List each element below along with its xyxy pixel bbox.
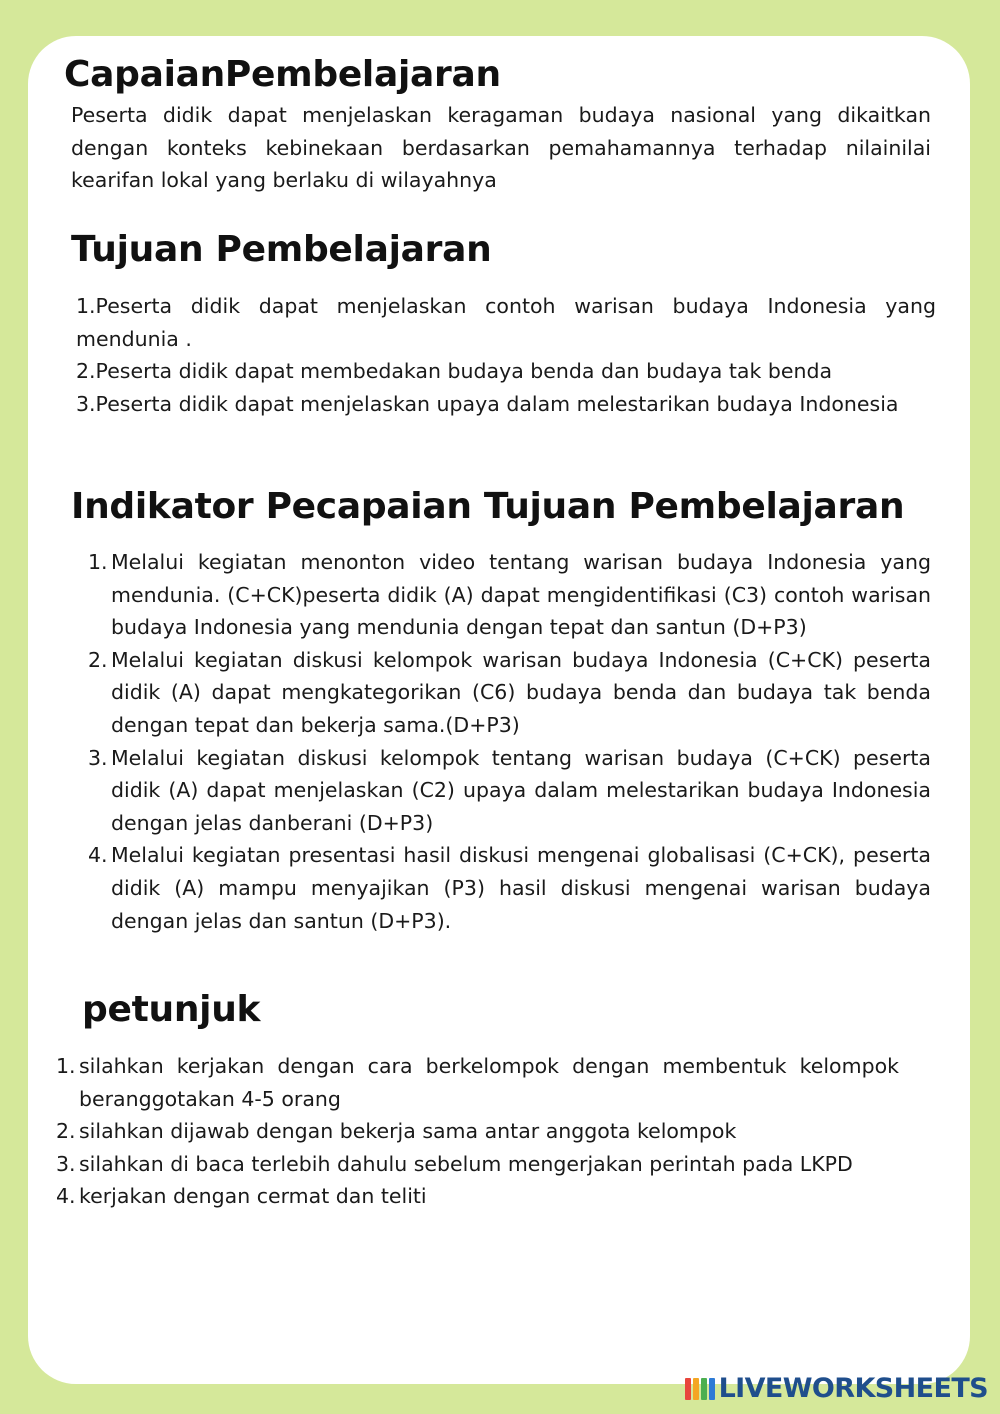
indikator-item [88, 644, 931, 742]
indikator-item [88, 546, 931, 644]
indikator-title: Indikator Pecapaian Tujuan Pembelajaran [71, 486, 905, 527]
list-number: 4. [88, 843, 108, 868]
tujuan-item: 3.Peserta didik dapat menjelaskan upaya dalam melestarikan budaya Indonesia [76, 391, 899, 416]
list-number: 3. [88, 745, 108, 770]
petunjuk-list [56, 1050, 899, 1213]
tujuan-list [76, 290, 936, 420]
list-text: kerjakan dengan cermat dan teliti [79, 1184, 427, 1209]
list-text: Melalui kegiatan presentasi hasil diskusi mengenai globalisasi (C+CK), peserta didik (A) mampu menyajikan (P3) hasil diskusi mengenai warisan budaya dengan jelas dan santun (D+P3). [111, 843, 931, 933]
list-number: 3. [56, 1151, 76, 1176]
liveworksheets-brand: LIVEWORKSHEETS [718, 1373, 988, 1404]
capaian-title: CapaianPembelajaran [64, 54, 501, 95]
indikator-item [88, 742, 931, 840]
list-number: 2. [56, 1119, 76, 1144]
tujuan-item: 1.Peserta didik dapat menjelaskan contoh warisan budaya Indonesia yang mendunia . [76, 294, 936, 351]
list-text: Melalui kegiatan diskusi kelompok warisan budaya Indonesia (C+CK) peserta didik (A) dapat mengkategorikan (C6) budaya benda dan budaya tak benda dengan tepat dan bekerja sama.(D+P3) [111, 647, 931, 737]
list-number: 1. [56, 1054, 76, 1078]
list-text: Melalui kegiatan diskusi kelompok tentang warisan budaya (C+CK) peserta didik (A) dapat menjelaskan (C2) upaya dalam melestarikan budaya Indonesia dengan jelas danberani (D+P3) [111, 745, 931, 835]
indikator-list [88, 546, 931, 937]
capaian-text: Peserta didik dapat menjelaskan keragaman budaya nasional yang dikaitkan dengan konteks kebinekaan berdasarkan pemahamannya terhadap nilainilai kearifan lokal yang berlaku di wilayahnya [71, 103, 931, 193]
petunjuk-title: petunjuk [82, 989, 261, 1030]
tujuan-title: Tujuan Pembelajaran [71, 229, 492, 270]
list-number: 1. [88, 550, 108, 574]
petunjuk-item [56, 1050, 899, 1115]
petunjuk-item [56, 1180, 899, 1213]
tujuan-item: 2.Peserta didik dapat membedakan budaya benda dan budaya tak benda [76, 359, 833, 384]
liveworksheets-logo-icon [685, 1378, 715, 1400]
petunjuk-item [56, 1115, 899, 1148]
list-number: 4. [56, 1184, 76, 1209]
liveworksheets-footer[interactable] [685, 1373, 988, 1404]
list-text: Melalui kegiatan menonton video tentang warisan budaya Indonesia yang mendunia. (C+CK)peserta didik (A) dapat mengidentifikasi (C3) contoh warisan budaya Indonesia yang mendunia dengan tepat dan santun (D+P3) [111, 550, 931, 640]
list-text: silahkan di baca terlebih dahulu sebelum mengerjakan perintah pada LKPD [79, 1151, 853, 1176]
indikator-item [88, 839, 931, 937]
list-text: silahkan kerjakan dengan cara berkelompok dengan membentuk kelompok beranggotakan 4-5 orang [79, 1054, 899, 1111]
list-number: 2. [88, 647, 108, 672]
petunjuk-item [56, 1148, 899, 1181]
list-text: silahkan dijawab dengan bekerja sama antar anggota kelompok [79, 1119, 737, 1144]
